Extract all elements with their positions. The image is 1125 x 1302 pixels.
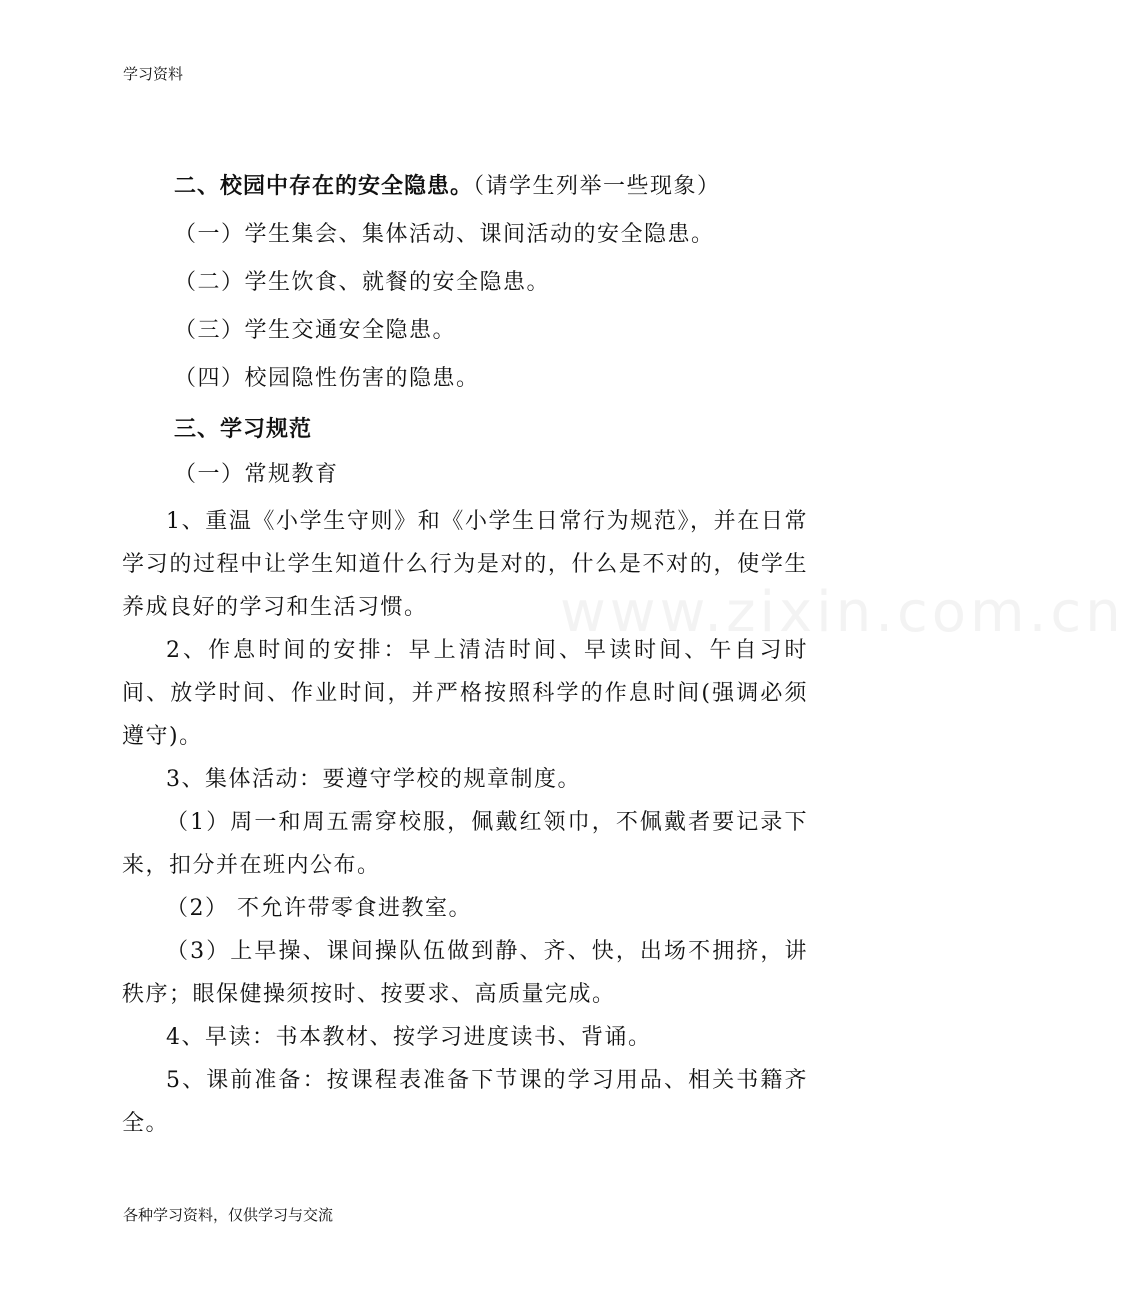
- paragraph: （1）周一和周五需穿校服，佩戴红领巾，不佩戴者要记录下来，扣分并在班内公布。: [122, 810, 808, 878]
- watermark: www.zixin.com.cn: [560, 580, 1125, 645]
- section-3-subheading: （一）常规教育: [174, 462, 339, 487]
- section-2-item: （三）学生交通安全隐患。: [174, 318, 457, 343]
- section-2-heading-line: [174, 170, 721, 204]
- section-3-heading: 三、学习规范: [174, 417, 313, 442]
- section-2-heading: 二、校园中存在的安全隐患。: [174, 174, 474, 199]
- section-2-item: （四）校园隐性伤害的隐患。: [174, 366, 480, 391]
- section-2-item: （一）学生集会、集体活动、课间活动的安全隐患。: [174, 222, 715, 247]
- section-2-note: （请学生列举一些现象）: [473, 174, 721, 199]
- page-header: 学习资料: [123, 65, 184, 83]
- section-3-paragraphs: [122, 500, 808, 1145]
- page-footer: 各种学习资料，仅供学习与交流: [123, 1206, 334, 1224]
- paragraph: 4、早读：书本教材、按学习进度读书、背诵。: [166, 1025, 652, 1050]
- paragraph: 5、课前准备：按课程表准备下节课的学习用品、相关书籍齐全。: [122, 1068, 808, 1136]
- paragraph: （3）上早操、课间操队伍做到静、齐、快，出场不拥挤，讲秩序；眼保健操须按时、按要求、高质量完成。: [122, 939, 808, 1007]
- paragraph: （2） 不允许带零食进教室。: [166, 896, 472, 921]
- paragraph: 2、作息时间的安排：早上清洁时间、早读时间、午自习时间、放学时间、作业时间，并严格按照科学的作息时间(强调必须遵守)。: [122, 638, 808, 749]
- paragraph: 1、重温《小学生守则》和《小学生日常行为规范》，并在日常学习的过程中让学生知道什么行为是对的，什么是不对的，使学生养成良好的学习和生活习惯。: [122, 509, 808, 620]
- section-2-item: （二）学生饮食、就餐的安全隐患。: [174, 270, 551, 295]
- paragraph: 3、集体活动：要遵守学校的规章制度。: [166, 767, 581, 792]
